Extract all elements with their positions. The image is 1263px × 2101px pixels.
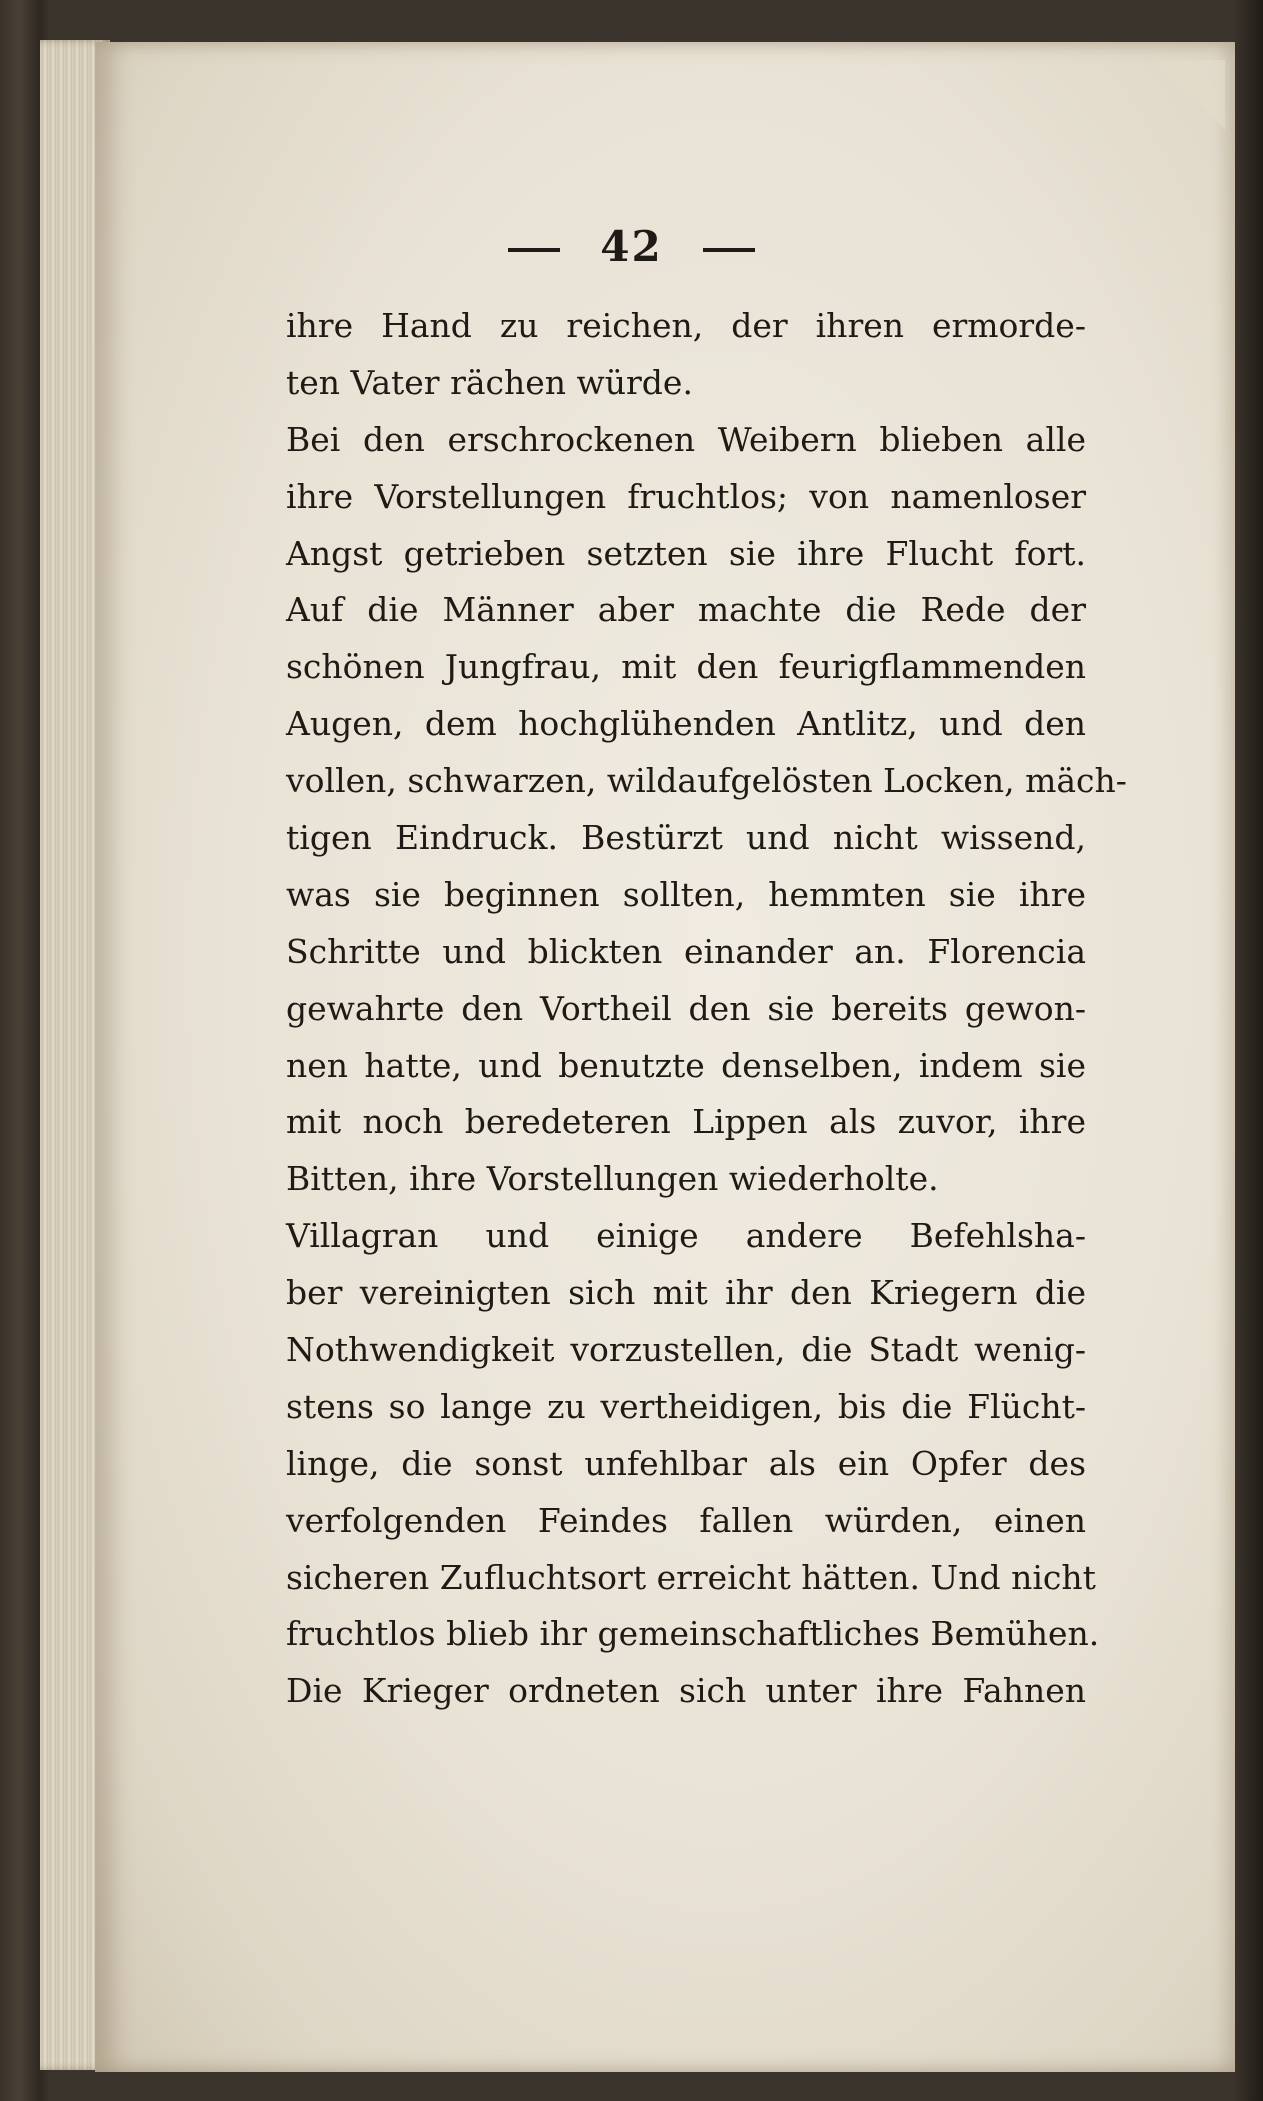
- text-line: schönen Jungfrau, mit den feurigflammenden: [286, 647, 1086, 687]
- text-line: Schritte und blickten einander an. Florencia: [286, 931, 1086, 971]
- running-head: [0, 222, 1263, 271]
- text-line: sicheren Zufluchtsort erreicht hätten. Und nicht: [286, 1557, 1096, 1597]
- text-line: ber vereinigten sich mit ihr den Kriegern die: [286, 1273, 1086, 1313]
- text-line: tigen Eindruck. Bestürzt und nicht wissend,: [286, 818, 1086, 858]
- page-number: 42: [600, 222, 663, 271]
- body-text: [286, 298, 1127, 1720]
- text-line: Auf die Männer aber machte die Rede der: [286, 590, 1086, 630]
- text-line: ihre Vorstellungen fruchtlos; von namenloser: [286, 476, 1086, 516]
- text-line: ihre Hand zu reichen, der ihren ermorde-: [286, 306, 1086, 345]
- text-line: vollen, schwarzen, wildaufgelösten Locken, mäch-: [286, 761, 1127, 801]
- text-line: gewahrte den Vortheil den sie bereits gewon-: [286, 988, 1086, 1028]
- text-line: ten Vater rächen würde.: [286, 362, 693, 402]
- right-dash: [703, 248, 755, 252]
- text-line: Angst getrieben setzten sie ihre Flucht fort.: [286, 533, 1086, 573]
- text-line: mit noch beredeteren Lippen als zuvor, ihre: [286, 1102, 1086, 1142]
- text-line: Nothwendigkeit vorzustellen, die Stadt wenig-: [286, 1330, 1086, 1370]
- text-line: verfolgenden Feindes fallen würden, einen: [286, 1500, 1086, 1540]
- text-line: Bitten, ihre Vorstellungen wiederholte.: [286, 1159, 939, 1199]
- text-line: Bei den erschrockenen Weibern blieben alle: [286, 419, 1086, 459]
- text-line: Die Krieger ordneten sich unter ihre Fahnen: [286, 1671, 1086, 1711]
- book-cover-edge: [1235, 0, 1263, 2101]
- text-line: linge, die sonst unfehlbar als ein Opfer des: [286, 1443, 1086, 1483]
- text-line: Augen, dem hochglühenden Antlitz, und den: [286, 704, 1086, 744]
- left-dash: [508, 248, 560, 252]
- text-line: fruchtlos blieb ihr gemeinschaftliches Bemühen.: [286, 1614, 1100, 1654]
- page-corner-fold: [1155, 60, 1225, 130]
- text-line: stens so lange zu vertheidigen, bis die Flücht-: [286, 1386, 1086, 1426]
- text-line: was sie beginnen sollten, hemmten sie ihre: [286, 874, 1086, 914]
- text-line: Villagran und einige andere Befehlsha-: [286, 1216, 1086, 1256]
- text-line: nen hatte, und benutzte denselben, indem sie: [286, 1045, 1086, 1085]
